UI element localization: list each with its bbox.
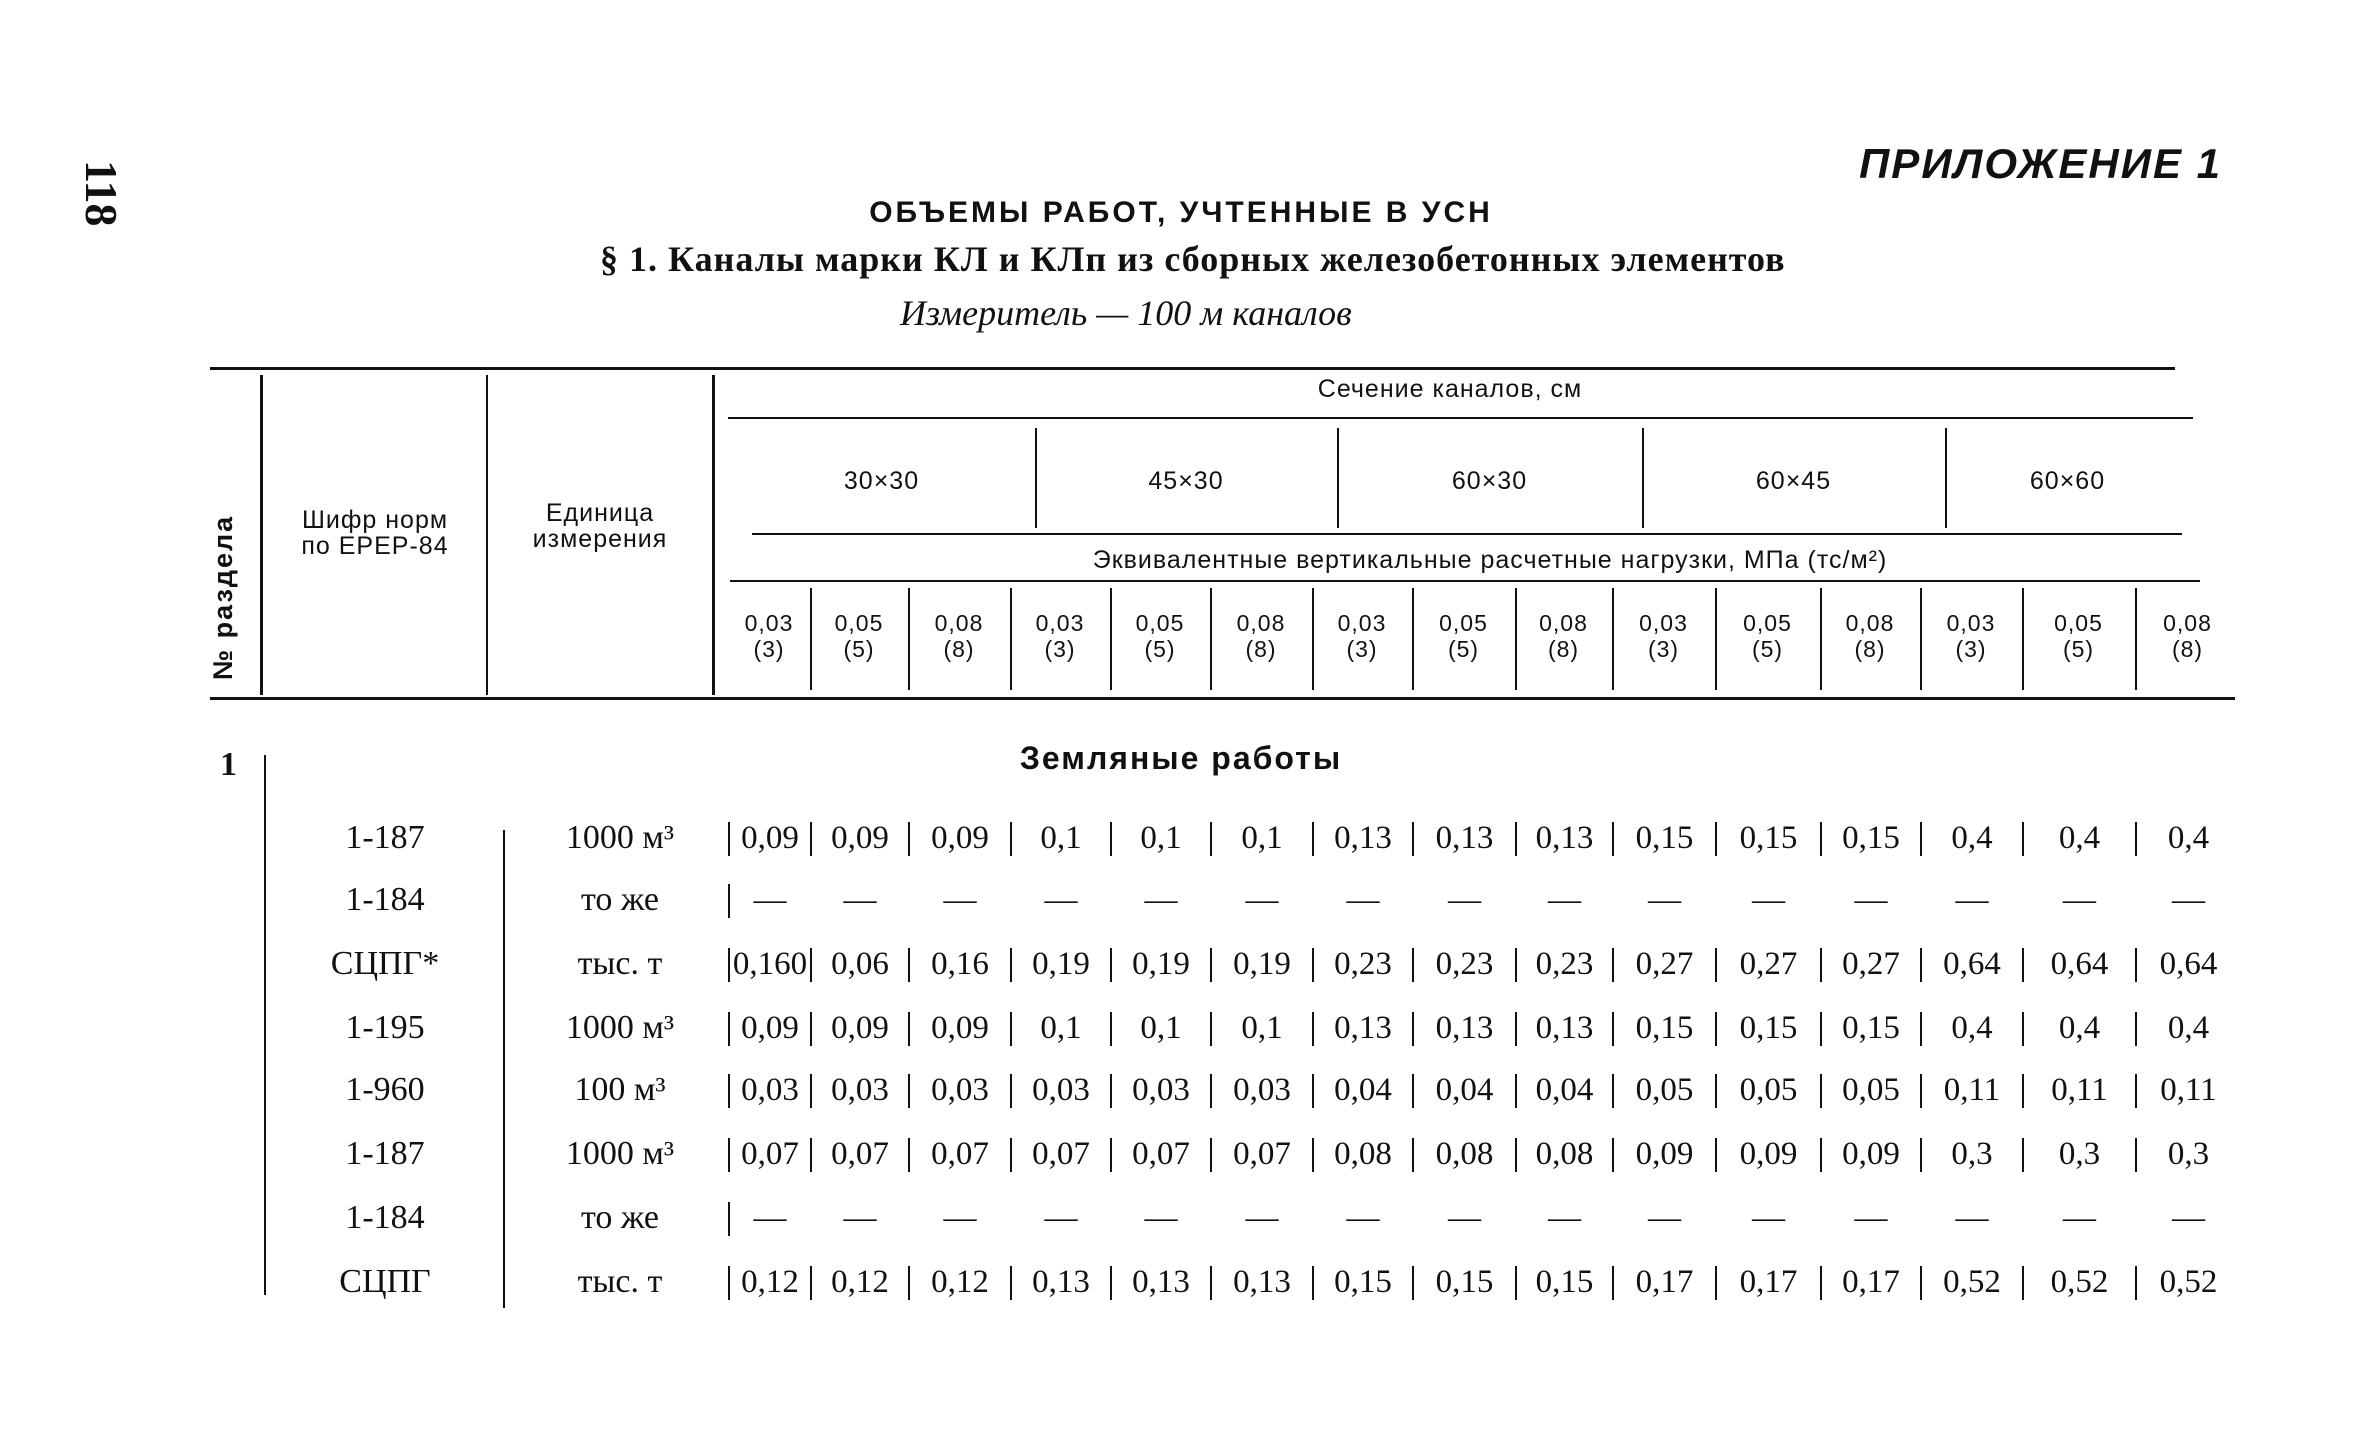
value-cell-divider xyxy=(728,1074,730,1108)
table-cell-value: 0,11 xyxy=(2051,1072,2108,1108)
table-cell-value: 0,03 xyxy=(1233,1072,1291,1108)
column-header-code xyxy=(270,507,480,559)
table-cell-value: 0,15 xyxy=(1739,1010,1798,1046)
load-mpa: 0,08 xyxy=(934,610,984,636)
table-cell-value: 0,07 xyxy=(1233,1136,1291,1172)
table-cell-value: — xyxy=(843,1200,877,1236)
table-cell-value: — xyxy=(1245,882,1279,918)
table-cell-value: — xyxy=(753,1200,787,1236)
load-mpa: 0,05 xyxy=(1439,610,1488,636)
table-cell-value: — xyxy=(2063,882,2096,918)
table-cell-value: 0,15 xyxy=(1334,1264,1392,1300)
table-cell-value: 0,52 xyxy=(2050,1264,2109,1300)
table-cell-value: 0,1 xyxy=(1241,1010,1283,1046)
table-cell-value: 0,05 xyxy=(1842,1072,1900,1108)
table-cell-value: 0,04 xyxy=(1535,1072,1594,1108)
table-cell-value: 0,4 xyxy=(2167,1010,2210,1046)
load-value-label xyxy=(1515,610,1612,662)
section-size-label: 60×60 xyxy=(2029,467,2106,495)
load-mpa: 0,03 xyxy=(1639,610,1688,636)
load-tsm2: (3) xyxy=(1955,636,1987,662)
row-code: СЦПГ* xyxy=(330,945,440,982)
load-value-label xyxy=(2135,610,2240,662)
table-cell-value: 0,09 xyxy=(931,1010,989,1046)
section-size-label: 60×45 xyxy=(1755,467,1832,495)
table-cell-value: 0,07 xyxy=(1032,1136,1090,1172)
table-cell-value: — xyxy=(1648,882,1681,918)
load-value-label xyxy=(1715,610,1820,662)
load-tsm2: (8) xyxy=(1854,636,1886,662)
header-divider xyxy=(260,375,263,695)
load-mpa: 0,03 xyxy=(1946,610,1996,636)
column-header-code-line1: Шифр норм xyxy=(301,506,449,534)
section-title: § 1. Каналы марки КЛ и КЛп из сборных железобетонных элементов xyxy=(600,239,1786,279)
table-cell-value: 0,1 xyxy=(1241,820,1283,856)
table-cell-value: 0,05 xyxy=(1739,1072,1798,1108)
load-mpa: 0,05 xyxy=(834,610,884,636)
row-unit: 1000 м³ xyxy=(565,1009,675,1046)
row-code: 1-184 xyxy=(345,881,425,918)
table-cell-value: 0,07 xyxy=(741,1136,799,1172)
table-cell-value: — xyxy=(1548,882,1581,918)
appendix-label: ПРИЛОЖЕНИЕ 1 xyxy=(1859,140,2222,187)
table-cell-value: 0,52 xyxy=(1943,1264,2001,1300)
section-name: Земляные работы xyxy=(1019,740,1343,776)
page-number: 118 xyxy=(76,160,127,227)
load-tsm2: (3) xyxy=(1346,636,1378,662)
load-value-label xyxy=(728,610,810,662)
load-mpa: 0,03 xyxy=(744,610,794,636)
load-tsm2: (5) xyxy=(2062,636,2095,662)
table-cell-value: 0,12 xyxy=(741,1264,799,1300)
table-cell-value: 0,09 xyxy=(1739,1136,1798,1172)
load-value-label xyxy=(810,610,908,662)
table-cell-value: — xyxy=(1752,1200,1785,1236)
header-divider xyxy=(486,375,488,695)
load-mpa: 0,08 xyxy=(1539,610,1588,636)
table-cell-value: — xyxy=(1648,1200,1681,1236)
table-cell-value: 0,64 xyxy=(1943,946,2001,982)
table-cell-value: 0,4 xyxy=(2058,1010,2101,1046)
table-cell-value: 0,12 xyxy=(931,1264,989,1300)
column-header-unit-line2: измерения xyxy=(532,525,668,553)
table-cell-value: 0,13 xyxy=(1132,1264,1190,1300)
load-value-label xyxy=(1312,610,1412,662)
table-cell-value: — xyxy=(1346,882,1380,918)
table-cell-value: 0,64 xyxy=(2159,946,2218,982)
table-cell-value: — xyxy=(1044,882,1078,918)
table-cell-value: 0,16 xyxy=(931,946,989,982)
table-cell-value: 0,3 xyxy=(1951,1136,1993,1172)
table-cell-value: 0,09 xyxy=(1842,1136,1900,1172)
table-cell-value: 0,4 xyxy=(2058,820,2101,856)
table-cell-value: 0,23 xyxy=(1535,946,1594,982)
row-code: 1-960 xyxy=(345,1071,425,1108)
table-cell-value: — xyxy=(1448,882,1481,918)
table-cell-value: 0,09 xyxy=(741,1010,799,1046)
table-cell-value: — xyxy=(1144,1200,1178,1236)
table-cell-value: 0,13 xyxy=(1334,820,1392,856)
table-cell-value: 0,17 xyxy=(1739,1264,1798,1300)
table-cell-value: 0,11 xyxy=(1943,1072,2001,1108)
table-cell-value: 0,03 xyxy=(831,1072,889,1108)
load-value-label xyxy=(1920,610,2022,662)
table-cell-value: — xyxy=(943,882,977,918)
load-tsm2: (8) xyxy=(1547,636,1580,662)
row-unit: 1000 м³ xyxy=(565,1135,675,1172)
table-cell-value: 0,23 xyxy=(1435,946,1494,982)
load-header: Эквивалентные вертикальные расчетные нагрузки, МПа (тс/м²) xyxy=(1092,546,1888,574)
table-cell-value: — xyxy=(1854,1200,1888,1236)
group-header-section: Сечение каналов, см xyxy=(1317,375,1583,403)
table-cell-value: 0,07 xyxy=(1132,1136,1190,1172)
row-unit: то же xyxy=(580,1199,660,1236)
row-code: 1-187 xyxy=(345,1135,425,1172)
load-tsm2: (8) xyxy=(943,636,975,662)
row-code: СЦПГ xyxy=(339,1263,431,1300)
table-cell-value: 0,1 xyxy=(1140,820,1182,856)
table-cell-value: — xyxy=(1752,882,1785,918)
load-mpa: 0,05 xyxy=(1135,610,1185,636)
table-cell-value: 0,08 xyxy=(1435,1136,1494,1172)
table-cell-value: 0,13 xyxy=(1535,820,1594,856)
table-cell-value: 0,13 xyxy=(1535,1010,1594,1046)
table-cell-value: 0,06 xyxy=(831,946,889,982)
load-value-label xyxy=(1820,610,1920,662)
row-code: 1-184 xyxy=(345,1199,425,1236)
header-divider xyxy=(712,375,715,695)
load-value-label xyxy=(1612,610,1715,662)
table-cell-value: 0,04 xyxy=(1435,1072,1494,1108)
load-tsm2: (5) xyxy=(1751,636,1784,662)
table-cell-value: 0,04 xyxy=(1334,1072,1392,1108)
load-mpa: 0,05 xyxy=(2054,610,2103,636)
table-cell-value: 0,08 xyxy=(1334,1136,1392,1172)
table-cell-value: 0,4 xyxy=(2167,820,2210,856)
group-header-rule xyxy=(728,417,2193,419)
table-cell-value: 0,09 xyxy=(741,820,799,856)
load-value-label xyxy=(1110,610,1210,662)
value-cell-divider xyxy=(728,948,730,982)
load-tsm2: (3) xyxy=(1647,636,1680,662)
table-header-bottom-rule xyxy=(210,697,2235,700)
row-unit: 1000 м³ xyxy=(565,819,675,856)
load-tsm2: (8) xyxy=(1245,636,1277,662)
table-cell-value: — xyxy=(1044,1200,1078,1236)
section-number: 1 xyxy=(220,746,237,783)
sections-bottom-rule xyxy=(752,533,2182,535)
load-tsm2: (8) xyxy=(2171,636,2204,662)
row-unit: тыс. т xyxy=(577,945,663,982)
row-unit: 100 м³ xyxy=(574,1071,666,1108)
table-cell-value: 0,15 xyxy=(1535,1264,1594,1300)
column-header-unit-line1: Единица xyxy=(545,499,655,527)
table-cell-value: 0,15 xyxy=(1739,820,1798,856)
table-cell-value: 0,19 xyxy=(1032,946,1090,982)
load-value-label xyxy=(2022,610,2135,662)
load-tsm2: (3) xyxy=(753,636,785,662)
table-cell-value: 0,07 xyxy=(931,1136,989,1172)
table-cell-value: 0,27 xyxy=(1842,946,1900,982)
table-cell-value: 0,4 xyxy=(1951,1010,1993,1046)
table-cell-value: 0,13 xyxy=(1032,1264,1090,1300)
table-cell-value: 0,03 xyxy=(741,1072,799,1108)
table-cell-value: 0,15 xyxy=(1842,820,1900,856)
table-cell-value: 0,15 xyxy=(1435,1264,1494,1300)
row-code: 1-195 xyxy=(345,1009,425,1046)
section-size-label: 30×30 xyxy=(843,467,920,495)
body-divider-left xyxy=(264,755,266,1295)
load-tsm2: (5) xyxy=(1447,636,1480,662)
load-mpa: 0,05 xyxy=(1743,610,1792,636)
table-cell-value: 0,3 xyxy=(2167,1136,2210,1172)
table-cell-value: 0,09 xyxy=(831,820,889,856)
table-cell-value: 0,19 xyxy=(1132,946,1190,982)
table-cell-value: 0,07 xyxy=(831,1136,889,1172)
value-cell-divider xyxy=(728,1012,730,1046)
table-cell-value: 0,09 xyxy=(831,1010,889,1046)
document-heading: ОБЪЕМЫ РАБОТ, УЧТЕННЫЕ В УСН xyxy=(869,196,1493,229)
table-cell-value: 0,1 xyxy=(1140,1010,1182,1046)
load-tsm2: (3) xyxy=(1044,636,1076,662)
table-cell-value: 0,27 xyxy=(1635,946,1694,982)
load-tsm2: (5) xyxy=(843,636,875,662)
load-mpa: 0,03 xyxy=(1035,610,1085,636)
load-value-label xyxy=(1412,610,1515,662)
table-cell-value: — xyxy=(1144,882,1178,918)
table-cell-value: 0,17 xyxy=(1842,1264,1900,1300)
value-cell-divider xyxy=(728,884,730,918)
table-cell-value: 0,4 xyxy=(1951,820,1993,856)
table-cell-value: 0,12 xyxy=(831,1264,889,1300)
table-cell-value: 0,3 xyxy=(2058,1136,2101,1172)
table-cell-value: 0,64 xyxy=(2050,946,2109,982)
load-mpa: 0,08 xyxy=(1845,610,1895,636)
load-value-label xyxy=(1210,610,1312,662)
column-header-code-line2: по ЕРЕР-84 xyxy=(301,532,449,560)
table-cell-value: 0,03 xyxy=(1032,1072,1090,1108)
table-cell-value: 0,19 xyxy=(1233,946,1291,982)
table-cell-value: 0,52 xyxy=(2159,1264,2218,1300)
section-size-label: 45×30 xyxy=(1148,467,1224,495)
table-cell-value: — xyxy=(1955,1200,1989,1236)
table-cell-value: 0,05 xyxy=(1635,1072,1694,1108)
row-code: 1-187 xyxy=(345,819,425,856)
table-cell-value: — xyxy=(1955,882,1989,918)
table-cell-value: 0,23 xyxy=(1334,946,1392,982)
table-cell-value: 0,13 xyxy=(1334,1010,1392,1046)
table-cell-value: 0,03 xyxy=(1132,1072,1190,1108)
load-value-label xyxy=(1010,610,1110,662)
load-mpa: 0,03 xyxy=(1337,610,1387,636)
table-cell-value: 0,03 xyxy=(931,1072,989,1108)
table-cell-value: — xyxy=(1854,882,1888,918)
table-cell-value: 0,160 xyxy=(732,946,808,982)
table-cell-value: 0,08 xyxy=(1535,1136,1594,1172)
load-mpa: 0,08 xyxy=(1236,610,1286,636)
table-cell-value: 0,27 xyxy=(1739,946,1798,982)
table-cell-value: 0,13 xyxy=(1233,1264,1291,1300)
table-cell-value: 0,09 xyxy=(931,820,989,856)
value-cell-divider xyxy=(728,1138,730,1172)
table-cell-value: 0,1 xyxy=(1040,820,1082,856)
column-header-section-number: № раздела xyxy=(208,514,238,680)
table-cell-value: — xyxy=(1448,1200,1481,1236)
table-cell-value: 0,15 xyxy=(1635,820,1694,856)
table-cell-value: — xyxy=(943,1200,977,1236)
table-cell-value: 0,15 xyxy=(1842,1010,1900,1046)
table-cell-value: — xyxy=(753,882,787,918)
column-header-unit xyxy=(495,500,705,552)
value-cell-divider xyxy=(728,1266,730,1300)
table-cell-value: — xyxy=(1346,1200,1380,1236)
load-tsm2: (5) xyxy=(1144,636,1176,662)
table-cell-value: 0,11 xyxy=(2160,1072,2217,1108)
table-cell-value: — xyxy=(2172,1200,2205,1236)
body-divider-code-unit xyxy=(503,830,505,1308)
table-cell-value: — xyxy=(843,882,877,918)
load-value-label xyxy=(908,610,1010,662)
value-cell-divider xyxy=(728,822,730,856)
measure-unit-note: Измеритель — 100 м каналов xyxy=(900,293,1352,333)
table-cell-value: 0,1 xyxy=(1040,1010,1082,1046)
row-unit: тыс. т xyxy=(577,1263,663,1300)
table-cell-value: 0,09 xyxy=(1635,1136,1694,1172)
table-cell-value: — xyxy=(1548,1200,1581,1236)
table-cell-value: 0,17 xyxy=(1635,1264,1694,1300)
table-cell-value: — xyxy=(1245,1200,1279,1236)
load-header-bottom-rule xyxy=(730,580,2200,582)
table-cell-value: 0,13 xyxy=(1435,1010,1494,1046)
section-size-label: 60×30 xyxy=(1451,467,1528,495)
table-cell-value: 0,13 xyxy=(1435,820,1494,856)
table-cell-value: — xyxy=(2172,882,2205,918)
table-cell-value: 0,15 xyxy=(1635,1010,1694,1046)
table-top-rule xyxy=(210,367,2175,370)
value-cell-divider xyxy=(728,1202,730,1236)
row-unit: то же xyxy=(580,881,660,918)
load-mpa: 0,08 xyxy=(2163,610,2212,636)
table-cell-value: — xyxy=(2063,1200,2096,1236)
